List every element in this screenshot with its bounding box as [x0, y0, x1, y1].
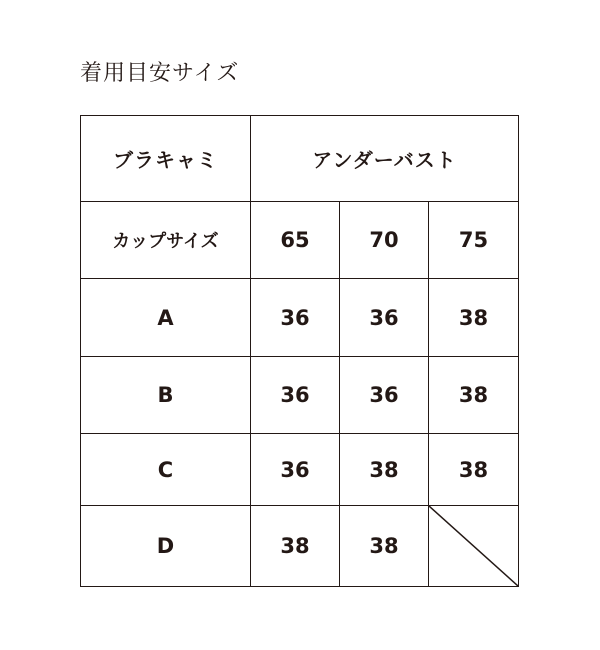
cup-label: C: [81, 434, 251, 506]
size-cell: 36: [340, 357, 429, 434]
size-cell: 38: [340, 434, 429, 506]
table-row: [81, 506, 519, 587]
table-row: [81, 279, 519, 357]
size-cell: 38: [429, 357, 519, 434]
column-header-row: [81, 202, 519, 279]
table-row: [81, 434, 519, 506]
page-title: 着用目安サイズ: [80, 61, 240, 86]
column-header-70: 70: [340, 202, 429, 279]
size-cell: 38: [429, 434, 519, 506]
cup-size-header: カップサイズ: [81, 202, 251, 279]
column-header-75: 75: [429, 202, 519, 279]
size-cell: 38: [340, 506, 429, 587]
header-row: [81, 116, 519, 202]
not-available-cell: [429, 506, 519, 587]
size-cell: 38: [251, 506, 340, 587]
corner-label: ブラキャミ: [81, 116, 251, 202]
size-cell: 36: [251, 434, 340, 506]
under-bust-header: アンダーバスト: [251, 116, 519, 202]
column-header-65: 65: [251, 202, 340, 279]
table-row: [81, 357, 519, 434]
cup-label: D: [81, 506, 251, 587]
diagonal-slash-icon: [429, 506, 518, 586]
size-chart-table: [80, 115, 519, 587]
size-cell: 36: [251, 357, 340, 434]
cup-label: B: [81, 357, 251, 434]
size-cell: 36: [340, 279, 429, 357]
size-cell: 38: [429, 279, 519, 357]
size-cell: 36: [251, 279, 340, 357]
cup-label: A: [81, 279, 251, 357]
